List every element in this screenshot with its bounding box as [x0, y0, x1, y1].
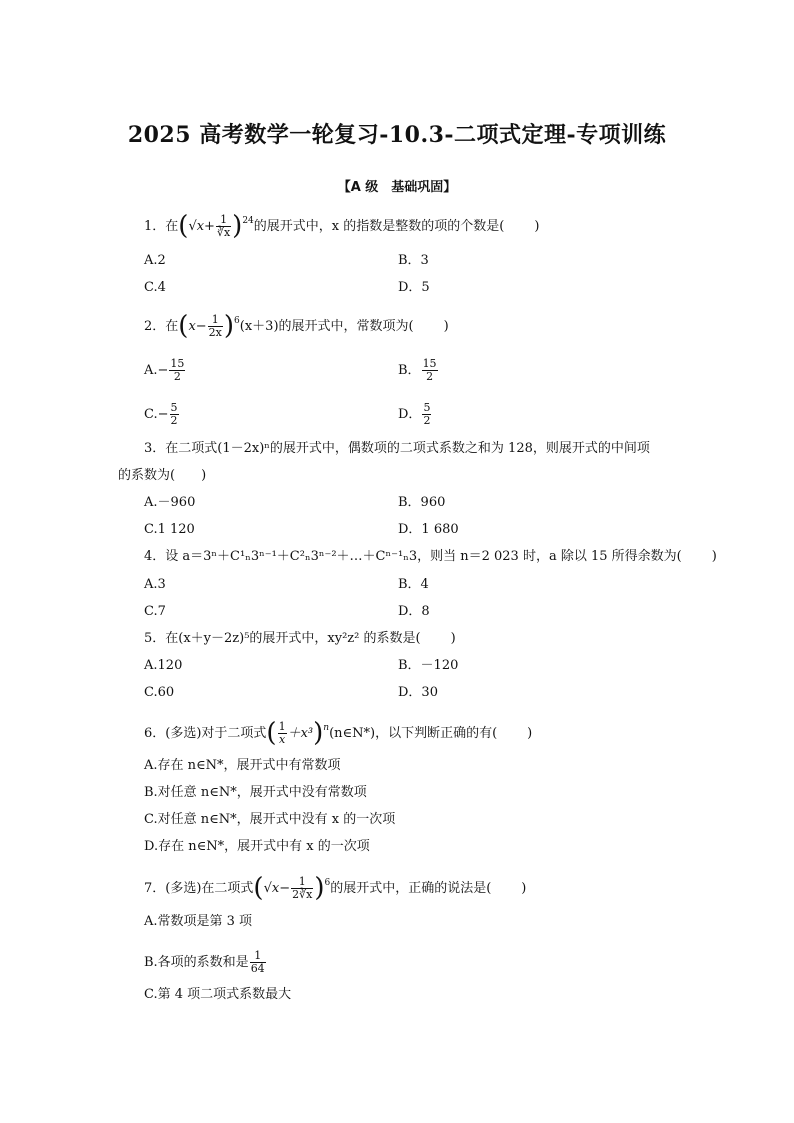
q7-b-fraction — [250, 950, 266, 975]
q4-option-c: C.7 — [144, 604, 166, 619]
question-6 — [144, 718, 533, 748]
q4-option-a: A.3 — [144, 577, 166, 592]
q3-line-2: 的系数为( ) — [118, 468, 207, 483]
q3-option-a: A.－960 — [144, 495, 196, 510]
q7-right-paren: ) — [314, 873, 325, 903]
q1-fraction — [216, 214, 231, 239]
q2-a-den: 2 — [169, 370, 185, 383]
q2-a-fraction — [169, 358, 185, 383]
question-2 — [144, 311, 449, 341]
q1-right-paren: ) — [232, 211, 243, 241]
q2-b-den: 2 — [422, 370, 438, 383]
q2-d-fraction — [422, 402, 431, 427]
q2-d-num: 5 — [423, 401, 431, 414]
q6-option-b: B.对任意 n∈N*，展开式中没有常数项 — [144, 785, 367, 800]
question-1 — [144, 211, 540, 241]
q7-lead: √x− — [263, 881, 291, 896]
q5-option-d: D．30 — [398, 685, 438, 700]
q7-close: ) — [521, 881, 527, 896]
q2-lead: x− — [188, 319, 207, 334]
q7-frac-num: 1 — [298, 875, 306, 888]
q1-left-paren: ( — [178, 211, 189, 241]
page-title: 2025 高考数学一轮复习-10.3-二项式定理-专项训练 — [127, 122, 667, 148]
q2-d-den: 2 — [423, 414, 431, 427]
q1-option-d: D．5 — [398, 280, 430, 295]
q6-close: ) — [527, 726, 533, 741]
q5-close: ) — [450, 631, 456, 646]
q2-c-num: 5 — [170, 401, 178, 414]
q7-left-paren: ( — [253, 873, 264, 903]
q2-b-fraction — [422, 358, 438, 383]
q5-line-1: 5．在(x＋y－2z)⁵的展开式中，xy²z² 的系数是( — [144, 631, 421, 646]
q2-b-prefix: B． — [398, 363, 421, 378]
q6-option-d: D.存在 n∈N*，展开式中有 x 的一次项 — [144, 839, 370, 854]
q7-fraction — [291, 876, 313, 901]
q3-option-d: D．1 680 — [398, 522, 459, 537]
section-heading: 【A 级 基础巩固】 — [337, 180, 457, 195]
q2-option-a — [144, 358, 186, 383]
q2-a-prefix: A.− — [144, 363, 169, 378]
q6-number: 6．(多选)对于二项式 — [144, 726, 267, 741]
q2-option-d — [398, 402, 432, 427]
q1-option-a: A.2 — [144, 253, 166, 268]
q6-fraction — [278, 721, 287, 746]
q5-option-a: A.120 — [144, 658, 183, 673]
q6-exponent: n — [323, 723, 330, 733]
q1-radical: √x+ — [188, 219, 215, 234]
q2-fraction — [208, 314, 223, 339]
question-5 — [144, 630, 456, 648]
question-7 — [144, 873, 527, 903]
q6-right-paren: ) — [313, 718, 324, 748]
q4-option-d: D．8 — [398, 604, 430, 619]
question-4 — [144, 548, 717, 566]
q1-close: ) — [534, 219, 540, 234]
q7-exponent: 6 — [324, 878, 331, 888]
q1-exponent: 24 — [242, 216, 254, 226]
q5-option-b: B．－120 — [398, 658, 459, 673]
q2-a-num: 15 — [170, 357, 185, 370]
q7-b-num: 1 — [254, 949, 262, 962]
q4-close: ) — [711, 549, 717, 564]
q2-option-c — [144, 402, 180, 427]
q2-b-num: 15 — [422, 357, 437, 370]
q2-left-paren: ( — [178, 311, 189, 341]
q3-line-1: 3．在二项式(1－2x)ⁿ的展开式中，偶数项的二项式系数之和为 128，则展开式的中间项 — [144, 441, 650, 456]
q4-option-b: B．4 — [398, 577, 429, 592]
q2-frac-den: 2x — [208, 326, 222, 339]
q3-option-c: C.1 120 — [144, 522, 195, 537]
q1-frac-num: 1 — [220, 213, 228, 226]
q7-option-b — [144, 950, 267, 975]
q2-number: 2．在 — [144, 319, 179, 334]
q2-right-paren: ) — [223, 311, 235, 341]
q6-option-a: A.存在 n∈N*，展开式中有常数项 — [144, 758, 341, 773]
q2-exponent: 6 — [234, 316, 240, 326]
q7-option-c: C.第 4 项二项式系数最大 — [144, 987, 292, 1002]
q2-c-fraction — [170, 402, 179, 427]
q6-left-paren: ( — [266, 718, 277, 748]
q7-b-prefix: B.各项的系数和是 — [144, 955, 249, 970]
q7-text: 的展开式中，正确的说法是( — [330, 881, 492, 896]
q1-text: 的展开式中，x 的指数是整数的项的个数是( — [253, 219, 505, 234]
q6-frac-den: x — [278, 733, 286, 746]
q6-option-c: C.对任意 n∈N*，展开式中没有 x 的一次项 — [144, 812, 396, 827]
q7-b-den: 64 — [250, 962, 265, 975]
q5-option-c: C.60 — [144, 685, 175, 700]
q7-frac-den: 2∛x — [292, 888, 313, 901]
q2-text: (x＋3)的展开式中，常数项为( — [239, 319, 414, 334]
q1-frac-den: ∛x — [216, 226, 231, 239]
q3-option-b: B．960 — [398, 495, 446, 510]
q4-line-1: 4．设 a＝3ⁿ＋C¹ₙ3ⁿ⁻¹＋C²ₙ3ⁿ⁻²＋…＋Cⁿ⁻¹ₙ3，则当 n＝2 023 时，a 除以 15 所得余数为( — [144, 549, 682, 564]
q2-frac-num: 1 — [211, 313, 219, 326]
q2-option-b — [398, 358, 439, 383]
q7-option-a: A.常数项是第 3 项 — [144, 914, 253, 929]
q6-frac-num: 1 — [278, 720, 286, 733]
q7-number: 7．(多选)在二项式 — [144, 881, 254, 896]
q1-option-b: B．3 — [398, 253, 429, 268]
q2-close: ) — [443, 319, 449, 334]
q6-tail: ＋x³ — [287, 726, 314, 741]
q2-c-den: 2 — [170, 414, 178, 427]
q1-option-c: C.4 — [144, 280, 166, 295]
q1-number: 1．在 — [144, 219, 179, 234]
q2-c-prefix: C.− — [144, 407, 169, 422]
q2-d-prefix: D． — [398, 407, 422, 422]
q6-text: (n∈N*)，以下判断正确的有( — [329, 726, 498, 741]
